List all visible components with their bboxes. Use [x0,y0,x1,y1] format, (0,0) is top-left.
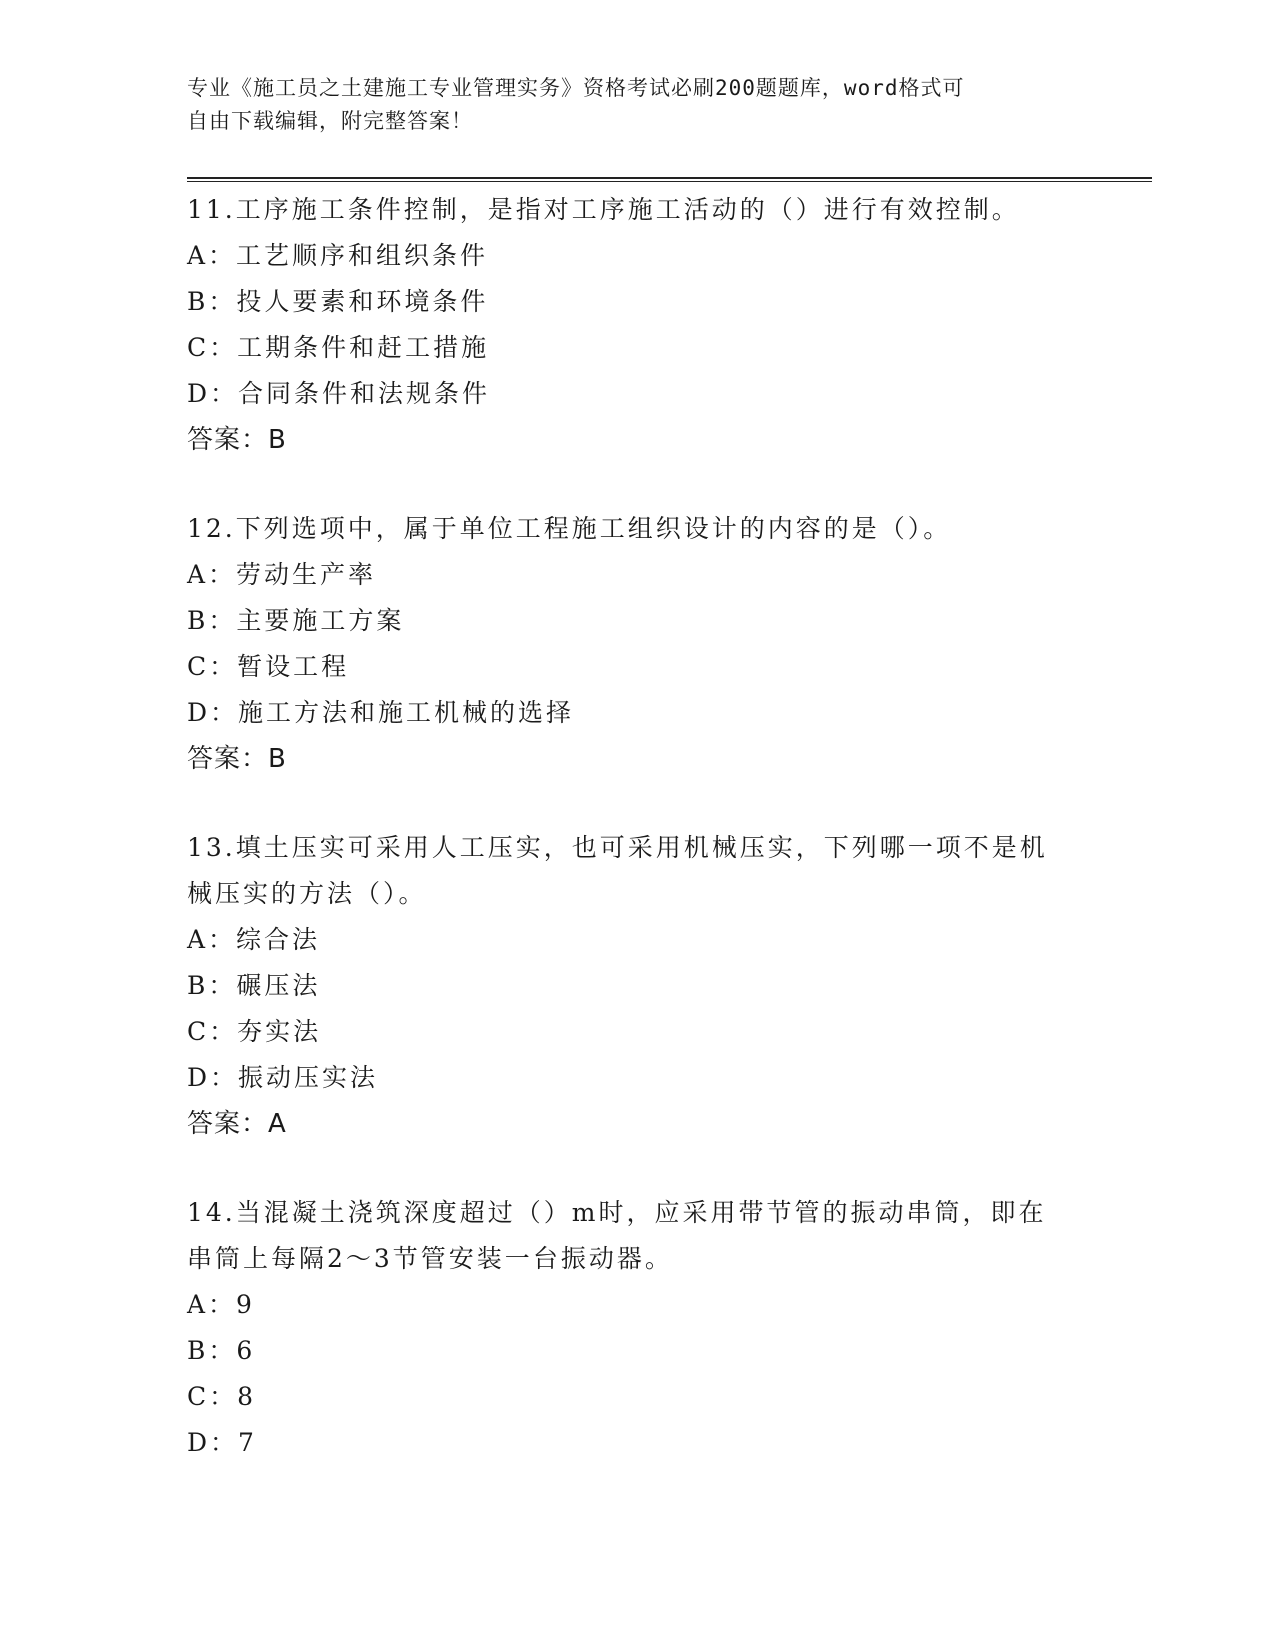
question-12 [187,506,1087,782]
question-13 [187,825,1087,1147]
question-stem: 11.工序施工条件控制，是指对工序施工活动的（）进行有效控制。 [187,195,1020,224]
option-a: A：9 [187,1290,255,1319]
question-11 [187,187,1087,463]
option-b: B：主要施工方案 [187,606,405,635]
option-c: C：8 [187,1382,257,1411]
option-d: D：施工方法和施工机械的选择 [187,698,575,727]
option-d: D：合同条件和法规条件 [187,379,491,408]
option-a: A：劳动生产率 [187,560,377,589]
header-line-2: 自由下载编辑，附完整答案！ [187,109,473,133]
document-header [187,72,1067,138]
answer: 答案：B [187,425,287,455]
option-d: D：7 [187,1428,257,1457]
option-a: A：综合法 [187,925,321,954]
option-a: A：工艺顺序和组织条件 [187,241,489,270]
question-stem: 14.当混凝土浇筑深度超过（）m时，应采用带节管的振动串筒，即在串筒上每隔2～3节管安装一台振动器。 [187,1198,1047,1273]
answer: 答案：B [187,744,287,774]
question-list [187,187,1087,1509]
header-divider [187,177,1152,182]
header-line-1: 专业《施工员之土建施工专业管理实务》资格考试必刷200题题库，word格式可 [187,76,965,100]
option-c: C：工期条件和赶工措施 [187,333,490,362]
option-c: C：夯实法 [187,1017,322,1046]
question-stem: 12.下列选项中，属于单位工程施工组织设计的内容的是（）。 [187,514,952,543]
question-14 [187,1190,1087,1466]
option-b: B：碾压法 [187,971,321,1000]
option-b: B：投人要素和环境条件 [187,287,489,316]
option-c: C：暂设工程 [187,652,350,681]
question-stem: 13.填土压实可采用人工压实，也可采用机械压实，下列哪一项不是机械压实的方法（）。 [187,833,1048,908]
option-b: B：6 [187,1336,256,1365]
option-d: D：振动压实法 [187,1063,379,1092]
answer: 答案：A [187,1109,287,1139]
